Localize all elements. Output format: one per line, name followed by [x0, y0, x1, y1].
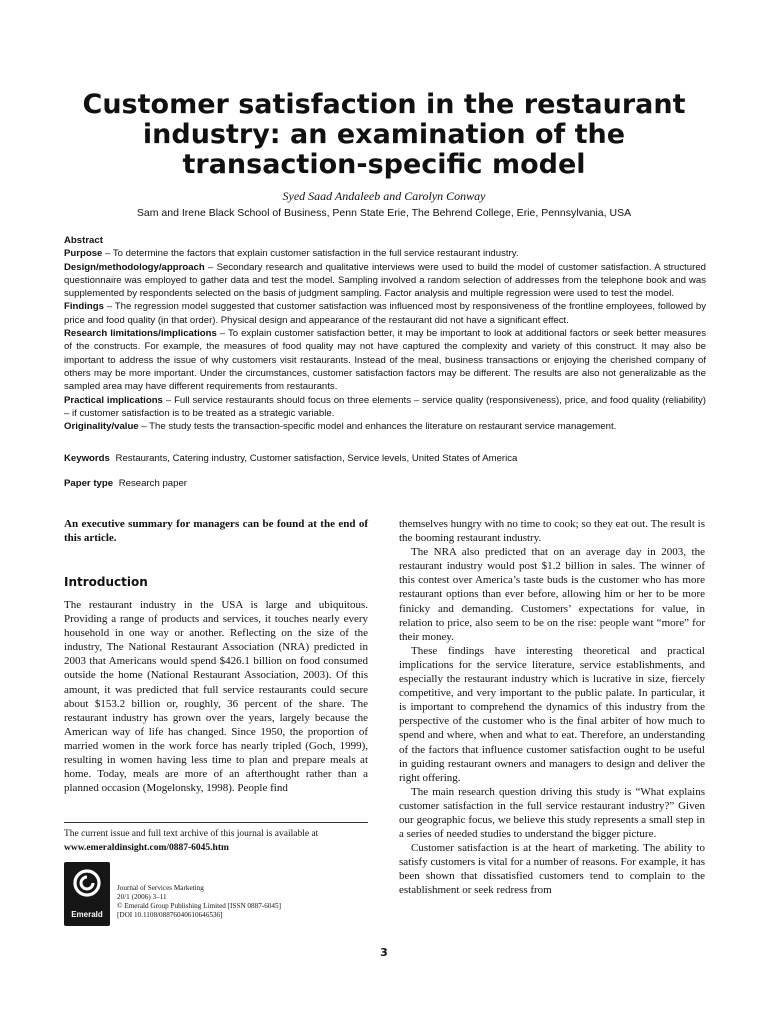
journal-info — [117, 884, 377, 920]
abstract — [64, 234, 706, 433]
page-number: 3 — [380, 946, 388, 959]
archive-link[interactable]: www.emeraldinsight.com/0887-6045.htm — [64, 843, 229, 853]
introduction-heading: Introduction — [64, 575, 148, 589]
introduction-text — [64, 598, 368, 795]
abstract-limitations — [64, 327, 706, 393]
paper-type-text: Research paper — [118, 478, 187, 489]
paper-type-label: Paper type — [64, 478, 114, 489]
originality-label: Originality/value — [64, 421, 139, 433]
right-column — [399, 517, 705, 898]
body-paragraph: The main research question driving this study is “What explains customer satisfaction in the full service restaurant industry?” Given our geographic focus, we believe this study represents a small step in a series of needed studies to understand the bigger picture. — [399, 785, 705, 841]
abstract-purpose — [64, 247, 706, 260]
abstract-heading: Abstract — [64, 235, 103, 246]
paper-type — [64, 477, 706, 490]
purpose-text: – To determine the factors that explain customer satisfaction in the full service restaurant industry. — [102, 248, 519, 260]
title-line: industry: an examination of the — [142, 119, 626, 150]
keywords-text: Restaurants, Catering industry, Customer satisfaction, Service levels, United States of America — [115, 453, 518, 464]
findings-label: Findings — [64, 301, 104, 313]
abstract-findings — [64, 300, 706, 327]
article-title — [64, 90, 704, 180]
body-paragraph: These findings have interesting theoretical and practical implications for the service literature, service establishments, and especially the restaurant industry which is lucrative in size, fiercely competitive, and very important to the public palate. In particular, it is important to comprehend the dynamics of this industry from the perspective of the customer who is the final arbiter of how much to spend and where, when and what to eat. Therefore, an understanding of the factors that influence customer satisfaction ought to be useful in guiding restaurant owners and managers to design and deliver the right offering. — [399, 644, 705, 784]
practical-label: Practical implications — [64, 394, 163, 406]
title-line: transaction-specific model — [182, 149, 586, 180]
abstract-originality — [64, 420, 706, 433]
purpose-label: Purpose — [64, 248, 103, 260]
journal-line: 20/1 (2006) 3–11 — [117, 893, 167, 901]
archive-note — [64, 827, 374, 855]
body-paragraph: Customer satisfaction is at the heart of marketing. The ability to satisfy customers is vital for a number of reasons. For example, it has been shown that dissatisfied customers tend to complain to the establishment or seek redress from — [399, 842, 705, 897]
limitations-text: – To explain customer satisfaction better, it may be important to look at additional factors or seek better measures of the constructs. For example, the measures of food quality may not have captured the complexity and variety of this construct. It may also be important to address the issue of why customers visit restaurants. Instead of the meal, business transactions or enjoying the cherished company of others may be more important. Under the circumstances, customer satisfaction factors may be different. The results are also not generalizable as the sampled area may have different requirements from restaurants. — [64, 328, 706, 393]
title-line: Customer satisfaction in the restaurant — [82, 89, 686, 120]
body-paragraph: themselves hungry with no time to cook; so they eat out. The result is the booming restaurant industry. — [399, 518, 705, 545]
originality-text: – The study tests the transaction-specific model and enhances the literature on restaurant service management. — [138, 421, 617, 433]
body-paragraph: The NRA also predicted that on an average day in 2003, the restaurant industry would post $1.2 billion in sales. The winner of this contest over America’s taste buds is the customer who has more restaurant options than ever before, allowing him or her to be more finicky and demanding. Customers’ expectations for value, in relation to price, also seem to be on the rise: people want “more” for their money. — [399, 546, 705, 643]
findings-text: – The regression model suggested that customer satisfaction was influenced most by responsiveness of the frontline employees, followed by price and food quality (in that order). Physical design and appearance of the restaurant did not have a significant effect. — [64, 301, 706, 326]
practical-text: – Full service restaurants should focus on three elements – service quality (responsiveness), price, and food quality (reliability) – if customer satisfaction is to be treated as a strategic variable. — [64, 394, 707, 419]
keywords — [64, 452, 706, 465]
footnote-divider — [64, 822, 368, 823]
intro-paragraph: The restaurant industry in the USA is large and ubiquitous. Providing a range of products and services, it touches nearly every household in one way or another. Reflecting on the size of the industry, The National Restaurant Association (NRA) predicted in 2003 that Americans would spend $426.1 billion on food consumed outside the home (National Restaurant Association, 2003). Of this amount, it was predicted that full service restaurants could secure about $153.2 billion or, roughly, 36 percent of the share. The restaurant industry has grown over the years, largely because the American way of life has changed. Since 1950, the proportion of married women in the work force has nearly tripled (Goch, 1999), resulting in women having less time to plan and prepare meals at home. Today, meals are more of an afterthought rather than a planned occasion (Mogelonsky, 1998). People find — [64, 599, 368, 795]
executive-summary-note: An executive summary for managers can be found at the end of this article. — [64, 518, 368, 545]
design-label: Design/methodology/approach — [64, 261, 205, 273]
journal-line: © Emerald Group Publishing Limited [ISSN 0887-6045] — [117, 902, 281, 910]
logo-wordmark: Emerald — [71, 910, 103, 919]
affiliation: Sam and Irene Black School of Business, Penn State Erie, The Behrend College, Erie, Pennsylvania, USA — [136, 207, 632, 219]
journal-line: [DOI 10.1108/08876040610646536] — [117, 911, 223, 919]
limitations-label: Research limitations/implications — [64, 328, 217, 340]
archive-text: The current issue and full text archive of this journal is available at — [64, 829, 319, 839]
keywords-label: Keywords — [64, 453, 110, 464]
authors: Syed Saad Andaleeb and Carolyn Conway — [282, 189, 486, 203]
journal-line: Journal of Services Marketing — [117, 884, 204, 892]
abstract-design — [64, 261, 706, 301]
abstract-practical — [64, 394, 706, 421]
emerald-logo-icon — [72, 868, 102, 898]
design-text: – Secondary research and qualitative interviews were used to build the model of customer satisfaction. A structured questionnaire was employed to gather data and test the model. Sampling involved a random selection of addresses from the telephone book and was supplemented by respondents selected on the basis of judgment sampling. Factor analysis and multiple regression were used to test the model. — [64, 261, 706, 300]
emerald-logo — [64, 862, 110, 926]
